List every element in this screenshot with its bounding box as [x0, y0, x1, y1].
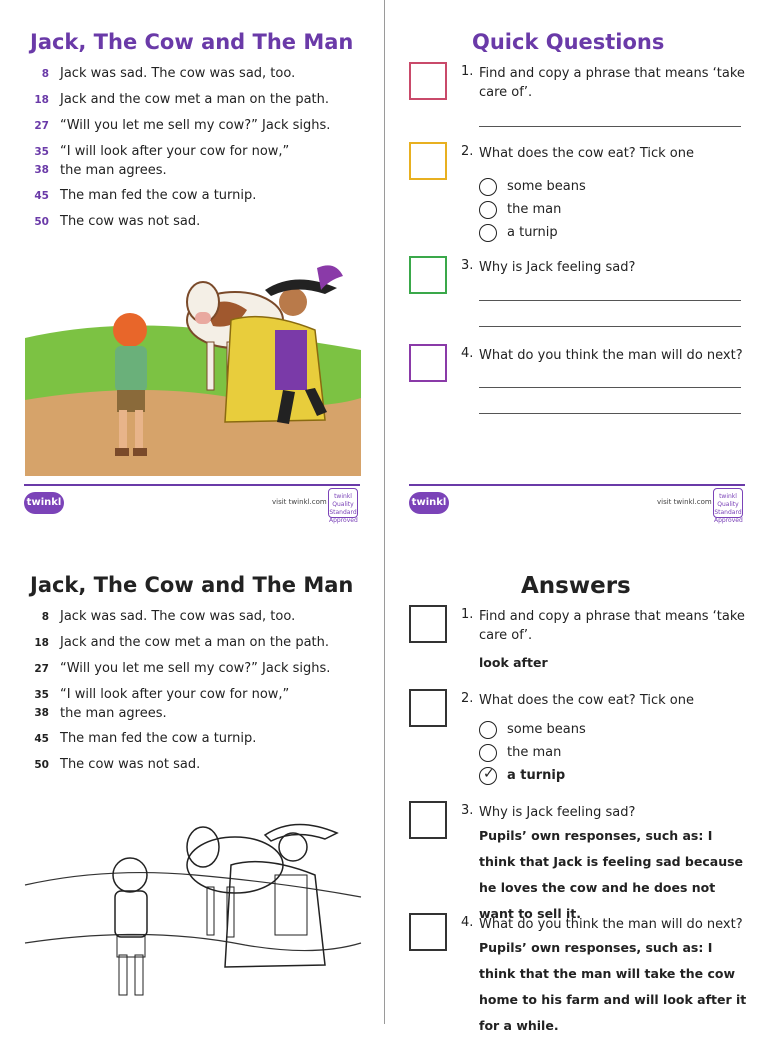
radio-circle[interactable] — [479, 767, 497, 785]
story-illustration-bw — [25, 793, 361, 1023]
line-number: 35 — [34, 146, 49, 158]
story-illustration-colour — [25, 250, 361, 476]
question-text: Why is Jack feeling sad? — [479, 805, 636, 820]
question-number: 3. — [461, 803, 474, 818]
line-text: The man fed the cow a turnip. — [60, 188, 257, 203]
question-number: 2. — [461, 144, 474, 159]
line-text: The cow was not sad. — [60, 214, 201, 229]
line-number: 35 — [34, 689, 49, 701]
story-line — [26, 66, 366, 92]
story-line — [26, 214, 366, 240]
radio-circle[interactable] — [479, 201, 497, 219]
line-text: “I will look after your cow for now,” — [60, 687, 290, 702]
question-number: 2. — [461, 691, 474, 706]
twinkl-logo: twinkl — [409, 492, 449, 514]
option-label: some beans — [507, 179, 586, 194]
story-line — [26, 609, 366, 635]
answer-line[interactable] — [479, 300, 741, 301]
line-text: The cow was not sad. — [60, 757, 201, 772]
line-number: 50 — [34, 759, 49, 771]
questions-panel — [385, 0, 769, 524]
line-text: the man agrees. — [60, 706, 167, 721]
line-text: Jack and the cow met a man on the path. — [60, 635, 330, 650]
story-line — [26, 731, 366, 757]
quality-badge: twinkl Quality Standard Approved — [713, 488, 743, 518]
dog-character-icon — [409, 689, 447, 727]
story-line — [26, 188, 366, 214]
story-line — [26, 92, 366, 118]
line-text: “Will you let me sell my cow?” Jack sighs. — [60, 661, 331, 676]
question-number: 4. — [461, 346, 474, 361]
dog-character-icon — [409, 913, 447, 951]
dog-character-icon — [409, 801, 447, 839]
dog-character-icon — [409, 605, 447, 643]
story-title: Jack, The Cow and The Man — [30, 30, 354, 54]
questions-title: Quick Questions — [472, 30, 665, 54]
line-number: 18 — [34, 94, 49, 106]
question-text: Find and copy a phrase that means ‘take care of’. — [479, 66, 745, 100]
line-number: 18 — [34, 637, 49, 649]
dog-character-icon — [409, 344, 447, 382]
question-number: 1. — [461, 607, 474, 622]
option-label: a turnip — [507, 768, 566, 783]
line-number: 50 — [34, 216, 49, 228]
visit-link[interactable]: visit twinkl.com — [272, 498, 327, 506]
answer-text: Pupils’ own responses, such as: I think that the man will take the cow home to his farm and will look after it for a while. — [479, 940, 747, 1033]
dog-character-icon — [409, 142, 447, 180]
story-panel-bw — [0, 543, 384, 1055]
question-text: What does the cow eat? Tick one — [479, 693, 694, 708]
line-number: 45 — [34, 733, 49, 745]
line-number: 27 — [34, 120, 49, 132]
line-number: 8 — [41, 68, 49, 80]
dog-character-icon — [409, 62, 447, 100]
radio-circle[interactable] — [479, 178, 497, 196]
quality-badge: twinkl Quality Standard Approved — [328, 488, 358, 518]
option-label: the man — [507, 202, 562, 217]
page-footer — [24, 484, 360, 522]
answer-line[interactable] — [479, 326, 741, 327]
story-title: Jack, The Cow and The Man — [30, 573, 354, 597]
line-number: 8 — [41, 611, 49, 623]
line-number: 27 — [34, 663, 49, 675]
footer-rule — [409, 484, 745, 486]
question-text: What does the cow eat? Tick one — [479, 146, 694, 161]
question-text: What do you think the man will do next? — [479, 917, 743, 932]
radio-circle[interactable] — [479, 224, 497, 242]
story-line — [26, 757, 366, 783]
story-line — [26, 687, 366, 731]
story-lines — [26, 66, 366, 240]
line-text: Jack and the cow met a man on the path. — [60, 92, 330, 107]
question-text: Why is Jack feeling sad? — [479, 260, 636, 275]
visit-link[interactable]: visit twinkl.com — [657, 498, 712, 506]
line-text: the man agrees. — [60, 163, 167, 178]
footer-rule — [24, 484, 360, 486]
answer-text: look after — [479, 655, 548, 670]
line-text: “I will look after your cow for now,” — [60, 144, 290, 159]
answers-panel — [385, 543, 769, 1055]
option-label: some beans — [507, 722, 586, 737]
option-label: a turnip — [507, 225, 558, 240]
line-text: Jack was sad. The cow was sad, too. — [60, 66, 296, 81]
check-icon: ✓ — [483, 766, 495, 782]
answer-line[interactable] — [479, 413, 741, 414]
line-number: 38 — [34, 707, 49, 719]
line-text: The man fed the cow a turnip. — [60, 731, 257, 746]
answer-text: Pupils’ own responses, such as: I think that Jack is feeling sad because he loves the cow and he does not want to sell it. — [479, 828, 744, 921]
story-line — [26, 118, 366, 144]
line-text: “Will you let me sell my cow?” Jack sighs. — [60, 118, 331, 133]
radio-circle[interactable] — [479, 744, 497, 762]
story-line — [26, 144, 366, 188]
radio-circle[interactable] — [479, 721, 497, 739]
dog-character-icon — [409, 256, 447, 294]
line-number: 45 — [34, 190, 49, 202]
question-text: What do you think the man will do next? — [479, 348, 743, 363]
twinkl-logo: twinkl — [24, 492, 64, 514]
story-lines — [26, 609, 366, 783]
story-line — [26, 635, 366, 661]
answer-line[interactable] — [479, 126, 741, 127]
story-panel-colour — [0, 0, 384, 524]
option-label: the man — [507, 745, 562, 760]
line-number: 38 — [34, 164, 49, 176]
answer-line[interactable] — [479, 387, 741, 388]
story-line — [26, 661, 366, 687]
question-text: Find and copy a phrase that means ‘take care of’. — [479, 609, 745, 643]
question-number: 1. — [461, 64, 474, 79]
page-footer — [409, 484, 745, 522]
question-number: 4. — [461, 915, 474, 930]
question-number: 3. — [461, 258, 474, 273]
line-text: Jack was sad. The cow was sad, too. — [60, 609, 296, 624]
answers-title: Answers — [521, 573, 631, 599]
